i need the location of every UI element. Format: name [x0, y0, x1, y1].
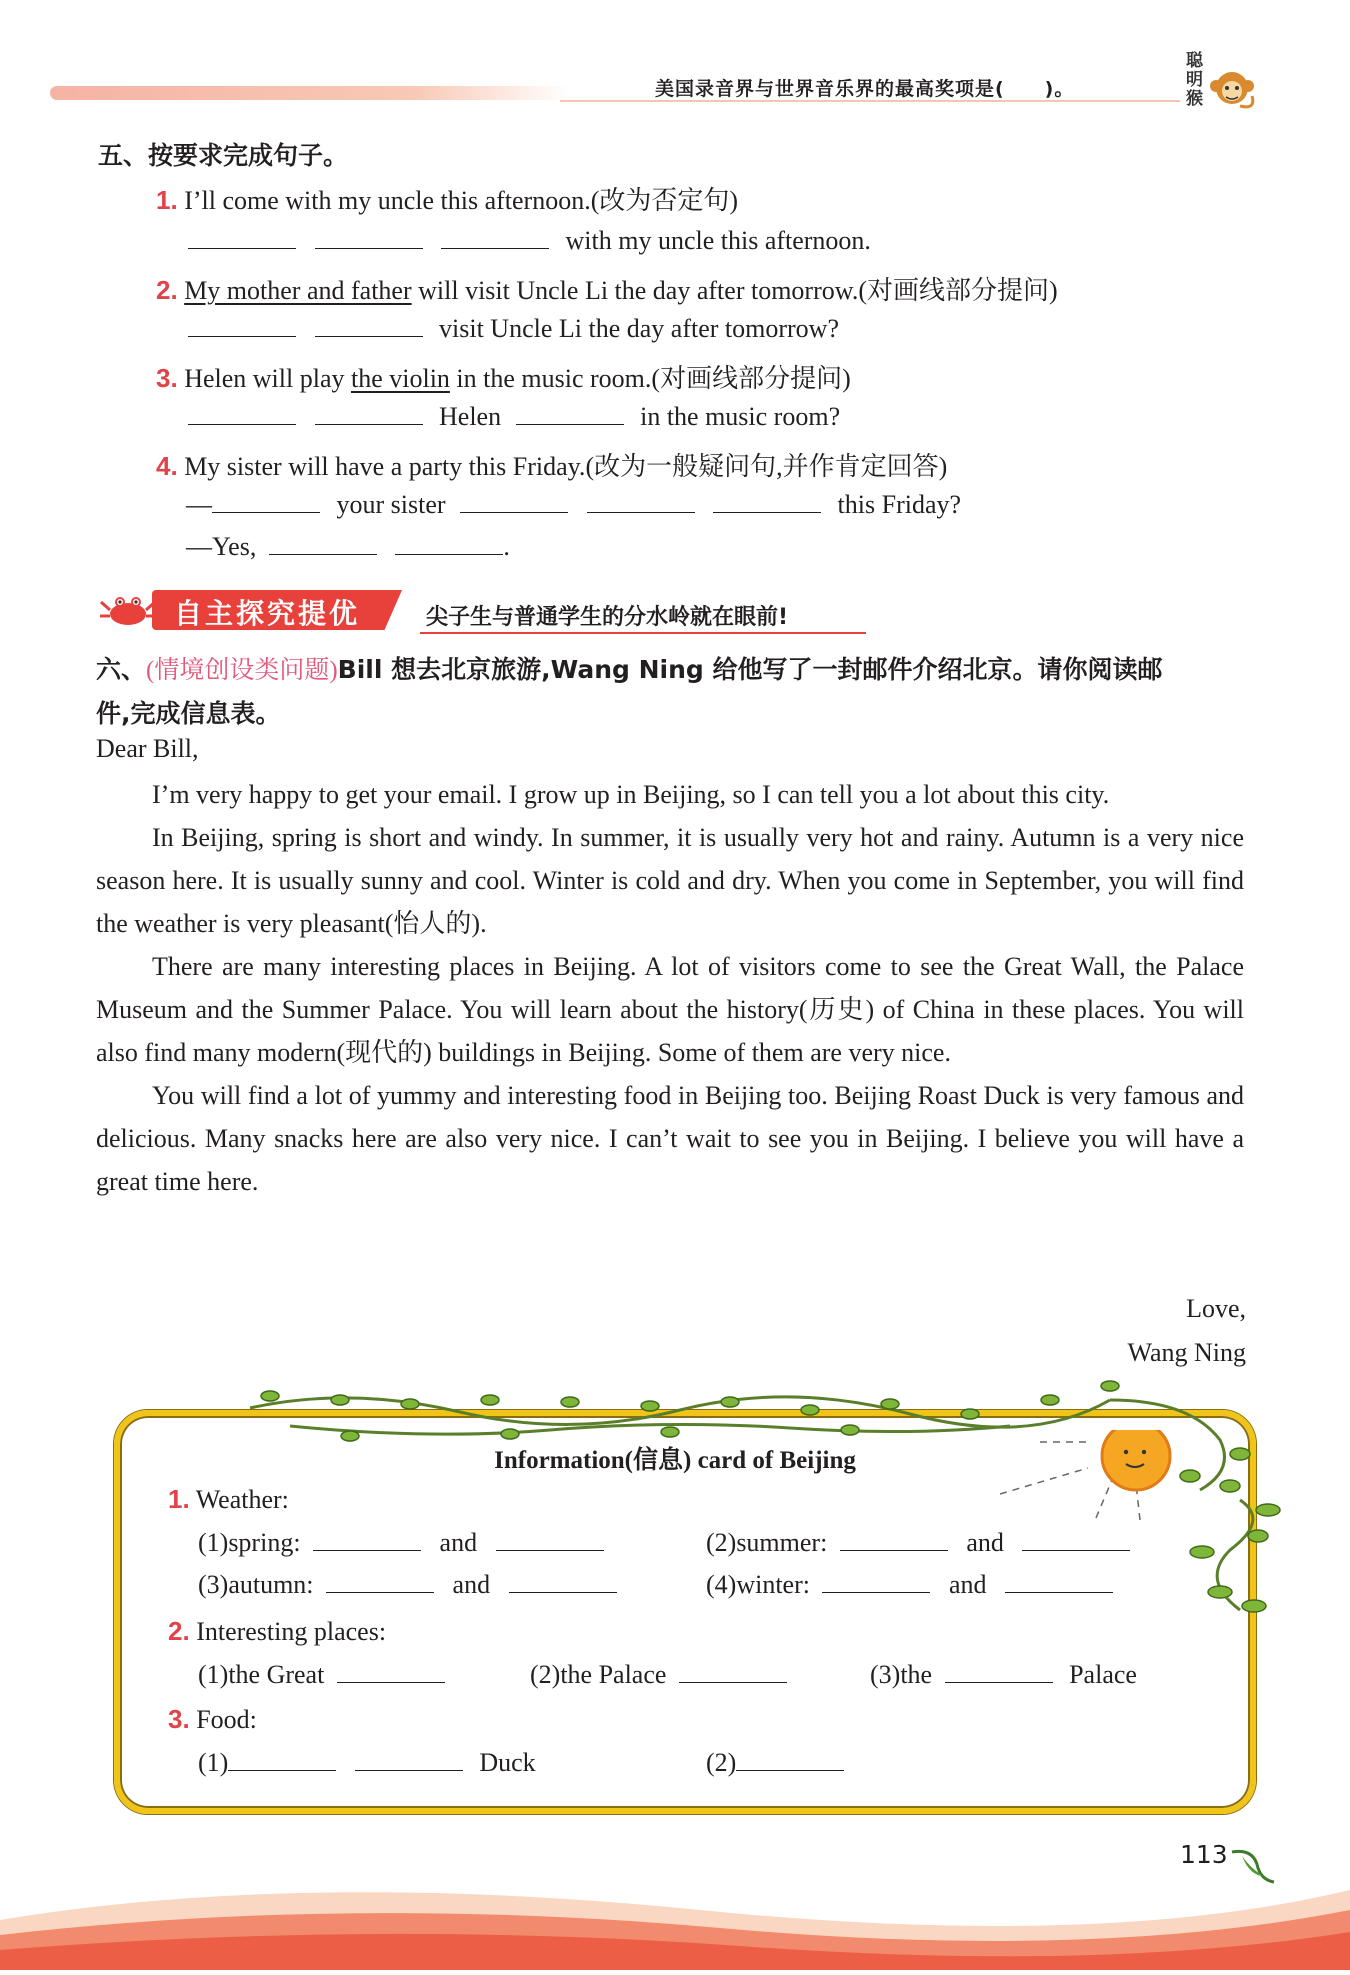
banner-slogan: 尖子生与普通学生的分水岭就在眼前! [426, 605, 789, 630]
answer-blank[interactable] [228, 1748, 336, 1771]
question-2: 2. My mother and father will visit Uncle Li the day after tomorrow.(对画线部分提问) [156, 275, 1058, 305]
answer-line-4-question: — your sister this Friday? [186, 490, 962, 519]
answer-blank[interactable] [713, 490, 821, 513]
vine-right-decoration [1170, 1490, 1290, 1620]
page-number: 113 [1180, 1840, 1228, 1869]
question-4: 4. My sister will have a party this Friday.(改为一般疑问句,并作肯定回答) [156, 451, 948, 481]
answer-blank[interactable] [516, 402, 624, 425]
answer-blank[interactable] [822, 1570, 930, 1593]
card-weather-heading: 1. Weather: [168, 1484, 289, 1514]
answer-blank[interactable] [315, 314, 423, 337]
header-stripe [50, 86, 570, 100]
answer-blank[interactable] [736, 1748, 844, 1771]
answer-blank[interactable] [496, 1528, 604, 1551]
header-question: 美国录音界与世界音乐界的最高奖项是( )。 [655, 78, 1075, 100]
crab-icon [98, 590, 158, 630]
answer-blank[interactable] [441, 226, 549, 249]
question-number: 1. [156, 185, 178, 215]
answer-line-1: with my uncle this afternoon. [188, 226, 871, 256]
answer-blank[interactable] [840, 1528, 948, 1551]
card-food-heading: 3. Food: [168, 1704, 257, 1734]
question-instruction: (对画线部分提问) [858, 276, 1058, 305]
place-row-2: (2)the Palace [530, 1660, 787, 1690]
answer-line-3: Helen in the music room? [188, 402, 840, 432]
letter-signature: Wang Ning [1127, 1338, 1246, 1367]
answer-line-2: visit Uncle Li the day after tomorrow? [188, 314, 839, 344]
letter-paragraph: I’m very happy to get your email. I grow up in Beijing, so I can tell you a lot about this city. [152, 780, 1110, 809]
question-sentence: I’ll come with my uncle this afternoon. [184, 186, 591, 215]
place-row-1: (1)the Great [198, 1660, 445, 1690]
weather-autumn-row: (3)autumn: and [198, 1570, 617, 1600]
answer-blank[interactable] [315, 402, 423, 425]
answer-blank[interactable] [315, 226, 423, 249]
section-5-title: 五、按要求完成句子。 [98, 141, 349, 170]
letter-paragraph: There are many interesting places in Beijing. A lot of visitors come to see the Great Wall, the Palace Museum and the Summer Palace. You will learn about the history(历史) of China in these places. You will also find many modern(现代的) buildings in Beijing. Some of them are very nice. [96, 952, 1244, 1067]
letter-greeting: Dear Bill, [96, 734, 199, 763]
answer-blank[interactable] [212, 490, 320, 513]
letter-paragraph: You will find a lot of yummy and interesting food in Beijing too. Beijing Roast Duck is very famous and delicious. Many snacks here are also very nice. I can’t wait to see you in Beijing. I believe you will have a great time here. [96, 1081, 1244, 1196]
weather-summer-row: (2)summer: and [706, 1528, 1130, 1558]
banner-title: 自主探究提优 [174, 597, 361, 630]
info-card-title: Information(信息) card of Beijing [494, 1447, 856, 1474]
card-places-heading: 2. Interesting places: [168, 1616, 387, 1646]
food-row-1: (1) Duck [198, 1748, 536, 1777]
answer-blank[interactable] [337, 1660, 445, 1683]
mascot-label: 聪明猴 [1186, 51, 1203, 109]
answer-blank[interactable] [269, 532, 377, 555]
answer-line-4-reply: —Yes, . [186, 532, 510, 561]
underlined-phrase: My mother and father [184, 276, 412, 305]
answer-blank[interactable] [460, 490, 568, 513]
weather-winter-row: (4)winter: and [706, 1570, 1113, 1600]
answer-blank[interactable] [587, 490, 695, 513]
banner-underline [420, 632, 866, 634]
section-6-prompt: 六、(情境创设类问题)Bill 想去北京旅游,Wang Ning 给他写了一封邮件介绍北京。请你阅读邮 件,完成信息表。 [96, 655, 1163, 728]
question-3: 3. Helen will play the violin in the music room.(对画线部分提问) [156, 363, 851, 393]
answer-blank[interactable] [1022, 1528, 1130, 1551]
answer-blank[interactable] [509, 1570, 617, 1593]
footer-wave [0, 1880, 1350, 1970]
question-instruction: (改为否定句) [590, 186, 739, 215]
answer-blank[interactable] [188, 226, 296, 249]
answer-blank[interactable] [945, 1660, 1053, 1683]
answer-blank[interactable] [188, 402, 296, 425]
letter-paragraph: In Beijing, spring is short and windy. In summer, it is usually very hot and rainy. Autumn is a very nice season here. It is usually sunny and cool. Winter is cold and dry. When you come in September, you will find the weather is very pleasant(怡人的). [96, 823, 1244, 938]
underlined-phrase: the violin [350, 364, 450, 393]
question-1 [156, 180, 738, 217]
letter-body [96, 773, 1244, 1203]
answer-blank[interactable] [355, 1748, 463, 1771]
answer-blank[interactable] [313, 1528, 421, 1551]
question-instruction: (对画线部分提问) [651, 364, 851, 393]
place-row-3: (3)the Palace [870, 1660, 1137, 1689]
answer-blank[interactable] [188, 314, 296, 337]
answer-blank[interactable] [679, 1660, 787, 1683]
answer-blank[interactable] [395, 532, 503, 555]
letter-closing: Love, [1186, 1294, 1246, 1323]
weather-spring-row: (1)spring: and [198, 1528, 604, 1558]
question-type-tag: (情境创设类问题) [146, 657, 338, 684]
answer-blank[interactable] [326, 1570, 434, 1593]
food-row-2: (2) [706, 1748, 844, 1778]
question-instruction: (改为一般疑问句,并作肯定回答) [585, 452, 948, 481]
answer-blank[interactable] [1005, 1570, 1113, 1593]
